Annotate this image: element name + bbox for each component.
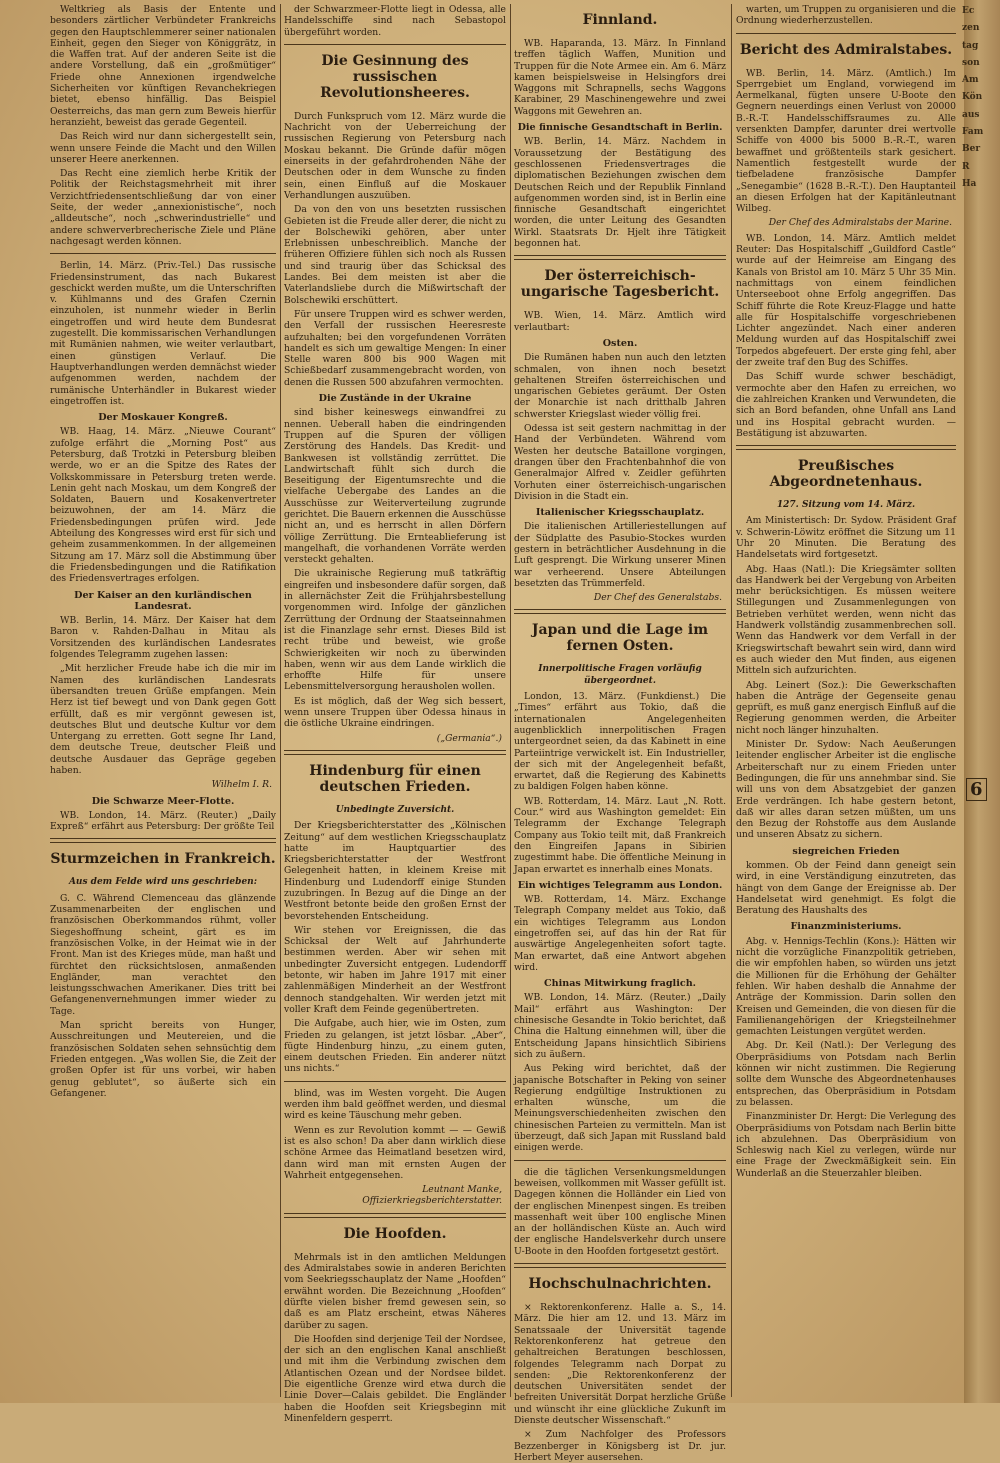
paragraph: Odessa ist seit gestern nachmittag in der Hand der Verbündeten. Während vom Westen her deutsche Bataillone vorgingen, drangen über den Frachtenbahnhof die von Generalmajor Alfred v. Zeidler geführten Vorhuten einer österreichisch-ungarischen Division in die Stadt ein.: [514, 423, 726, 502]
paragraph: WB. Berlin, 14. März. (Amtlich.) Im Sperrgebiet um England, vorwiegend im Aermelkanal, fügten unsere U-Boote den Gegnern neuerdings einen Verlust von 20000 B.-R.-T. Handelsschiffsraumes zu. Alle versenkten Dampfer, darunter drei wertvolle Schiffe von 4000 bis 5000 B.-R.-T., waren bewaffnet und größtenteils stark gesichert. Namentlich festgestellt wurde der tiefbeladene französische Dampfer „Senegambie“ (1628 B.-R.-T.). Den Hauptanteil an diesen Erfolgen hat der Kapitänleutnant Wilbeg.: [736, 67, 956, 215]
paragraph: Die italienischen Artilleriestellungen auf der Südplatte des Pasubio-Stockes wurden gestern in beträchtlicher Ausdehnung in die Luft gesprengt. Die Wirkung unserer Minen war verheerend. Unsere Abteilungen besetzten das Trümmerfeld.: [514, 521, 726, 589]
fragment-line: Ec: [962, 6, 975, 16]
fragment-line: tag: [962, 40, 979, 51]
article-headline: Die Gesinnung des russischen Revolutionsheeres.: [320, 52, 470, 101]
section-heading: Italienischer Kriegsschauplatz.: [535, 507, 705, 519]
divider: [736, 445, 956, 450]
fragment-line: son: [962, 57, 980, 68]
paragraph: WB. Haparanda, 13. März. In Finnland treffen täglich Waffen, Munition und Truppen für die Note Armee ein. Am 6. März kamen beispielsweise in Helsingfors drei Waggons mit Schrapnells, sechs Waggons Karabiner, 29 Maschinengewehre und zwei Waggons mit Gewehren an.: [514, 38, 726, 117]
adjacent-page-fragment: [962, 6, 996, 1397]
divider: [514, 609, 726, 614]
signature: Leutnant Manke, Offizierkriegsberichterstatter.: [362, 1184, 502, 1207]
section-heading: Die Zustände in der Ukraine: [318, 393, 472, 405]
column-1: [50, 4, 276, 1397]
article-headline: Bericht des Admiralstabes.: [739, 41, 953, 58]
paragraph: Finanzminister Dr. Hergt: Die Verlegung des Oberpräsidiums von Potsdam nach Berlin bitte ich abzulehnen. Das Oberpräsidium von Schleswig nach Kiel zu verlegen, würde nur eine Frage der Zweckmäßigkeit sein. Ein Wunderlaß an die Steuerzahler bleiben.: [736, 1111, 956, 1179]
paragraph: Da von den von uns besetzten russischen Gebieten ist die Freude aller derer, die nicht zu der Bolschewiki gehören, aber unter Erlebnissen unbeschreiblich. Manche der früheren Offiziere fühlen sich noch als Russen und sind traurig über das Schicksal des Landes. Bei dem meisten ist aber die Vaterlandsliebe durch die Mißwirtschaft der Bolschewiki erschüttert.: [284, 204, 506, 306]
fragment-line: Ber: [962, 144, 981, 155]
fragment-line: R: [962, 161, 970, 172]
paragraph: WB. Berlin, 14. März. Der Kaiser hat dem Baron v. Rahden-Dalhau in Mitau als Vorsitzenden des kurländischen Landesrates folgendes Telegramm zugehen lassen:: [50, 615, 276, 661]
divider: [284, 44, 506, 45]
paragraph: der Schwarzmeer-Flotte liegt in Odessa, alle Handelsschiffe sind nach Sebastopol übergeführt worden.: [284, 4, 506, 38]
article-subheading: Innerpolitische Fragen vorläufig übergeordnet.: [538, 664, 702, 686]
article-headline: Japan und die Lage im fernen Osten.: [531, 622, 709, 655]
paragraph: Die Hoofden sind derjenige Teil der Nordsee, der sich an den englischen Kanal anschließt und mit ihm die Verbindung zwischen dem Atlantischen Ozean und der Nordsee bildet. Die eigentliche Grenze wird etwa durch die Linie Dover—Calais gebildet. Die Engländer haben die Hoofden seit Kriegsbeginn mit Minenfeldern gesperrt.: [284, 1333, 506, 1424]
paragraph: Die Rumänen haben nun auch den letzten schmalen, von ihnen noch besetzt gehaltenen Streifen österreichischen und ungarischen Gebietes geräumt. Der Osten der Monarchie ist nach dritthalb Jahren schwerster Kriegslast wieder völlig frei.: [514, 352, 726, 420]
paragraph: Das Schiff wurde schwer beschädigt, vermochte aber den Hafen zu erreichen, wo die zahlreichen Kranken und Verwundeten, die sich an Bord befanden, ohne Unfall ans Land und ins Hospital gebracht wurden. — Bestätigung ist abzuwarten.: [736, 371, 956, 439]
paragraph: WB. Wien, 14. März. Amtlich wird verlautbart:: [514, 310, 726, 333]
article-headline: Hochschulnachrichten.: [528, 1276, 712, 1293]
paragraph: Das Reich wird nur dann sichergestellt sein, wenn unsere Feinde die Macht und den Willen unserer Heere anerkennen.: [50, 131, 276, 165]
article-headline: Hindenburg für einen deutschen Frieden.: [309, 762, 481, 795]
paragraph: Abg. Leinert (Soz.): Die Gewerkschaften haben die Anträge der Gegenseite genau geprüft, es muß ganz energisch Einfluß auf die Regierung genommen werden, die Arbeiter nicht noch länger hinzuhalten.: [736, 679, 956, 736]
paragraph: WB. London, 14. März. (Reuter.) „Daily Mail“ erfährt aus Washington: Der chinesische Gesandte in Tokio berichtet, daß China die Haltung einnehmen will, über die Entscheidung Japans hinsichtlich Sibiriens sich zu äußern.: [514, 992, 726, 1060]
paragraph: Weltkrieg als Basis der Entente und besonders zärtlicher Verbündeter Frankreichs gegen den Hauptschlemmerer seiner nationalen Einheit, gegen den Sieger von Königgrätz, in die Waffen trat. Auf der anderen Seite ist die andere Vorstellung, daß ein „großmütiger“ Friede ohne Annexionen irgendwelche Sicherheiten vor künftigen Revanchekriegen bietet, ebenso hinfällig. Das Beispiel Oesterreichs, das man gern zum Beweis hierfür heranzieht, beweist das gerade Gegenteil.: [50, 4, 276, 128]
article-subheading: 127. Sitzung vom 14. März.: [776, 500, 916, 511]
section-heading: Die finnische Gesandtschaft in Berlin.: [517, 122, 723, 134]
paragraph: Mehrmals ist in den amtlichen Meldungen des Admiralstabes sowie in anderen Berichten vom Seekriegsschauplatz der Name „Hoofden“ erwähnt worden. Die Bezeichnung „Hoofden“ dürfte vielen bisher fremd gewesen sein, so daß es am Platz erscheint, etwas Näheres darüber zu sagen.: [284, 1251, 506, 1331]
divider: [514, 1160, 726, 1161]
fragment-line: zen: [962, 23, 980, 34]
section-heading: Der Kaiser an den kurländischen Landesrat.: [74, 589, 252, 612]
section-heading: Osten.: [602, 337, 638, 349]
article-headline: Preußisches Abgeordnetenhaus.: [769, 458, 923, 491]
divider: [284, 750, 506, 755]
paragraph: Das Recht eine ziemlich herbe Kritik der Politik der Reichstagsmehrheit mit ihrer Verzichtfriedensentschließung dar von einer Seite, der weder „annexionistische“, noch „alldeutsche“, noch „schwerindustrielle“ und andere schwerverbrecherische Ziele und Pläne nachgesagt werden können.: [50, 168, 276, 247]
paragraph: Abg. Dr. Keil (Natl.): Der Verlegung des Oberpräsidiums von Potsdam nach Berlin können wir nicht zustimmen. Die Regierung sollte dem Wunsche des Abgeordnetenhauses entsprechen, das Oberpräsidium in Potsdam zu belassen.: [736, 1040, 956, 1108]
paragraph: sind bisher keineswegs einwandfrei zu nennen. Ueberall haben die eindringenden Truppen auf die Spuren der völligen Zerstörung des Handels. Das Kredit- und Bankwesen ist vollständig zerrüttet. Die Landwirtschaft fühlt sich durch die Beseitigung der Eigentumsrechte und die vielfache Uebergabe des Landes an die Ausschüsse zur Weiterverteilung zugrunde gerichtet. Die Bauern erkennen die Ausschüsse nicht an, und es herrscht in allen Dörfern völlige Zerrüttung. Die Ernteablieferung ist mangelhaft, die vorhandenen Vorräte werden versteckt gehalten.: [284, 407, 506, 566]
paragraph: WB. Rotterdam, 14. März. Exchange Telegraph Company meldet aus Tokio, daß ein wichtiges Telegramm aus London eingetroffen sei, auf das hin der Rat für auswärtige Angelegenheiten sofort tagte. Man erwartet, daß eine Antwort abgehen wird.: [514, 894, 726, 973]
section-heading: Finanzministeriums.: [790, 921, 902, 933]
paragraph: × Rektorenkonferenz. Halle a. S., 14. März. Die hier am 12. und 13. März im Senatssaale der Universität tagende Rektorenkonferenz hat getreue den gehaltreichen Beratungen beschlossen, folgendes Telegramm nach Dorpat zu senden: „Die Rektorenkonferenz der deutschen Universitäten sendet der befreiten Universität Dorpat herzliche Grüße und wünscht ihr eine glückliche Zukunft im Dienste deutscher Wissenschaft.“: [514, 1302, 726, 1426]
column-4: [736, 4, 956, 1397]
section-heading: Ein wichtiges Telegramm aus London.: [517, 879, 723, 891]
paragraph: Aus Peking wird berichtet, daß der japanische Botschafter in Peking von seiner Regierung endgültige Instruktionen zu erhalten wünsche, um die Meinungsverschiedenheiten zwischen den chinesischen Parteien zu vermitteln. Man ist überzeugt, daß sich Japan mit Russland bald einigen werde.: [514, 1063, 726, 1154]
section-heading: Die Schwarze Meer-Flotte.: [91, 795, 235, 807]
article-headline: Finnland.: [582, 12, 658, 28]
fragment-line: Kön: [962, 92, 983, 103]
paragraph: WB. Berlin, 14. März. Nachdem in Voraussetzung der Bestätigung des geschlossenen Friedensvertrages die diplomatischen Beziehungen zwischen dem Deutschen Reich und der Republik Finnland aufgenommen worden sind, ist in Berlin eine finnische Gesandtschaft eingerichtet worden, die unter Leitung des Gesandten Wirkl. Staatsrats Dr. Hjelt ihre Tätigkeit begonnen hat.: [514, 136, 726, 250]
paragraph: Man spricht bereits von Hunger, Ausschreitungen und Meutereien, und die französischen Soldaten sehen sehnsüchtig dem Frieden entgegen. „Was wollen Sie, die Zeit der großen Opfer ist für uns vorbei, wir haben genug geblutet“, so äußerte sich ein Gefangener.: [50, 1020, 276, 1099]
paragraph: Wir stehen vor Ereignissen, die das Schicksal der Welt auf Jahrhunderte bestimmen werden. Aber wir sehen mit unbedingter Zuversicht entgegen. Ludendorff betonte, wir haben im Jahre 1917 mit einer zahlenmäßigen Minderheit an der Westfront dennoch standgehalten. Wir werden jetzt mit voller Kraft dem Feinde gegenübertreten.: [284, 924, 506, 1015]
paragraph: G. C. Während Clemenceau das glänzende Zusammenarbeiten der englischen und französischen Oberkommandos rühmt, voller Siegeshoffnung scheint, gärt es im französischen Volke, in der Heimat wie in der Front. Man ist des Krieges müde, man haßt und fürchtet den rücksichtslosen, anmaßenden Engländer, man verachtet den leistungsschwachen Amerikaner. Dies tritt bei Gefangenenvernehmungen immer wieder zu Tage.: [50, 892, 276, 1017]
paragraph: Die ukrainische Regierung muß tatkräftig eingreifen und insbesondere dafür sorgen, daß in allernächster Zeit die Frühjahrsbestellung vorgenommen wird. Infolge der gänzlichen Zerrüttung der Ordnung der Staatseinnahmen ist die Finanzlage sehr ernst. Dieses Bild ist recht trübe und beweist, wie große Schwierigkeiten wir noch zu überwinden haben, wenn wir aus dem Lande wirklich die erhoffte Hilfe für unsere Lebensmittelversorgung herausholen wollen.: [284, 568, 506, 693]
column-rule: [731, 4, 732, 1397]
article-subheading: Aus dem Felde wird uns geschrieben:: [68, 877, 258, 888]
divider: [284, 1213, 506, 1218]
paragraph: Minister Dr. Sydow: Nach Aeußerungen leitender englischer Arbeiter ist die englische Arbeiterschaft nur zu einem Frieden unter Bedingungen, die für uns annehmbar sind. Sie will uns von dem Absatzgebiet der ganzen Erde verdrängen. Ich habe gestern betont, daß wir alles daran setzen müßten, um uns den Bezug der Rohstoffe aus dem Auslande und unseren Absatz zu sichern.: [736, 739, 956, 841]
fragment-line: Ha: [962, 178, 977, 189]
article-headline: Die Hoofden.: [343, 1225, 447, 1242]
article-subheading: Unbedingte Zuversicht.: [335, 804, 455, 815]
paragraph: Für unsere Truppen wird es schwer werden, den Verfall der russischen Heeresreste aufzuhalten; bei den vorgefundenen Vorräten handelt es sich um gewaltige Mengen: In einer Stelle waren 800 bis 900 Wagen mit Schießbedarf zusammengebracht worden, von denen die Russen 500 abzufahren vermochten.: [284, 308, 506, 388]
paragraph: Am Ministertisch: Dr. Sydow. Präsident Graf v. Schwerin-Löwitz eröffnet die Sitzung um 11 Uhr 20 Minuten. Die Beratung des Handelsetats wird fortgesetzt.: [736, 515, 956, 561]
paragraph: „Mit herzlicher Freude habe ich die mir im Namen des kurländischen Landesrats übersandten treuen Grüße empfangen. Mein Herz ist tief bewegt und von Dank gegen Gott erfüllt, daß es mir vergönnt gewesen ist, deutsches Blut und deutsche Kultur vor dem Untergang zu erretten. Gott segne Ihr Land, dem deutsche Treue, deutscher Fleiß und deutsche Ausdauer das Gepräge gegeben haben.: [50, 663, 276, 776]
paragraph: Wenn es zur Revolution kommt — — Gewiß ist es also schon! Da aber dann wirklich diese schöne Armee das Heimatland besetzen wird, dann wird man mit ernsten Augen der Wahrheit entgegensehen.: [284, 1124, 506, 1181]
paragraph: × Zum Nachfolger des Professors Bezzenberger in Königsberg ist Dr. jur. Herbert Meyer ausersehen.: [514, 1429, 726, 1463]
paragraph: WB. London, 14. März. Amtlich meldet Reuter: Das Hospitalschiff „Guildford Castle“ wurde auf der Heimreise am Eingang des Kanals von Bristol am 10. März 5 Uhr 35 Min. nachmittags von einem feindlichen Unterseeboot ohne Erfolg angegriffen. Das Schiff führte die Rote Kreuz-Flagge und hatte alle für Hospitalschiffe vorgeschriebenen Lichter angezündet. Nach einer anderen Meldung wurden auf das Hospitalschiff zwei Torpedos abgefeuert. Der erste ging fehl, aber der zweite traf den Bug des Schiffes.: [736, 232, 956, 369]
section-heading: siegreichen Frieden: [792, 845, 900, 857]
paragraph: Abg. Haas (Natl.): Die Kriegsämter sollten das Handwerk bei der Vergebung von Arbeiten mehr berücksichtigen. Es müssen weitere Stillegungen und Zusammenlegungen von Betrieben verhütet werden, wenn nicht das Handwerk vollständig zusammenbrechen soll. Wenn das Handwerk vor dem Verfall in der Kriegswirtschaft bewahrt sein wird, dann wird es auch wieder den Mut finden, aus eigenen Mitteln sich aufzurichten.: [736, 563, 956, 677]
paragraph: blind, was im Westen vorgeht. Die Augen werden ihm bald geöffnet werden, und diesmal wird es keine Täuschung mehr geben.: [284, 1087, 506, 1122]
divider: [284, 1081, 506, 1082]
article-headline: Sturmzeichen in Frankreich.: [50, 851, 276, 868]
section-heading: Der Moskauer Kongreß.: [98, 412, 228, 424]
paragraph: WB. London, 14. März. (Reuter.) „Daily Expreß“ erfährt aus Petersburg: Der größte Teil: [50, 809, 276, 833]
paragraph: warten, um Truppen zu organisieren und die Ordnung wiederherzustellen.: [736, 4, 956, 27]
section-heading: Chinas Mitwirkung fraglich.: [543, 978, 697, 990]
divider: [514, 255, 726, 260]
column-2: [284, 4, 506, 1424]
fragment-line: Fam: [962, 127, 984, 138]
article-headline: Der österreichisch-ungarische Tagesbericht.: [520, 268, 720, 301]
divider: [50, 838, 276, 843]
paragraph: Berlin, 14. März. (Priv.-Tel.) Das russische Friedensinstrument, das nach Bukarest geschickt werden mußte, um die Unterschriften v. Kühlmanns und des Grafen Czernin einzuholen, ist nunmehr wieder in Berlin eingetroffen und wird heute dem Bundesrat zugestellt. Die kommissarischen Verhandlungen mit Rumänien nahmen, wie weiter verlautbart, einen günstigen Verlauf. Die Hauptverhandlungen werden demnächst wieder aufgenommen werden, nachdem der rumänische Unterhändler in Bukarest wieder eingetroffen ist.: [50, 260, 276, 407]
divider: [50, 253, 276, 254]
signature: Der Chef des Admiralstabs der Marine.: [768, 217, 952, 229]
paragraph: WB. Rotterdam, 14. März. Laut „N. Rott. Cour.“ wird aus Washington gemeldet: Ein Telegramm der Exchange Telegraph Company aus Tokio teilt mit, daß Frankreich den Eingreifen Japans in Sibirien zugestimmt habe. Die öffentliche Meinung in Japan erwartet es innerhalb eines Monats.: [514, 795, 726, 875]
fragment-line: aus: [962, 109, 980, 120]
column-rule: [280, 4, 281, 1397]
paragraph: Abg. v. Hennigs-Techlin (Kons.): Hätten wir nicht die vorzügliche Finanzpolitik getrieben, die wir empfohlen haben, so würden uns jetzt die Millionen für die Erhöhung der Gehälter fehlen. Wir haben deshalb die Annahme der Anträge der Kommission. Darin sollen den Kreisen und Gemeinden, die von diesen für die Familienangehörigen der Kriegsteilnehmer gemachten Leistungen vergütet werden.: [736, 935, 956, 1038]
column-3: [514, 4, 726, 1463]
paragraph: Die Aufgabe, auch hier, wie im Osten, zum Frieden zu gelangen, ist jetzt lösbar. „Aber“, fügte Hindenburg hinzu, „zu einem guten, einem deutschen Frieden. Ein anderer nützt uns nichts.“: [284, 1018, 506, 1075]
paragraph: kommen. Ob der Feind dann geneigt sein wird, in eine Verständigung einzutreten, das hängt von dem Gange der Ereignisse ab. Der Handelsetat wird genehmigt. Es folgt die Beratung des Haushalts des: [736, 860, 956, 917]
paragraph: WB. Haag, 14. März. „Nieuwe Courant“ zufolge erfährt die „Morning Post“ aus Petersburg, daß Trotzki in Petersburg bleiben werde, wo er an die Spitze des Rates der Volkskommissare in Petersburg treten werde. Lenin geht nach Moskau, um dem Kongreß der Soldaten, Bauern und Kosakenvertreter beizuwohnen, der am 14. März die Friedensbedingungen prüfen wird. Jede Abteilung des Kongresses wird erst für sich und geheim zusammenkommen. In der allgemeinen Sitzung am 17. März soll die Abstimmung über die Friedensbedingungen und die Ratifikation des Friedensvertrages erfolgen.: [50, 426, 276, 585]
paragraph: London, 13. März. (Funkdienst.) Die „Times“ erfährt aus Tokio, daß die internationalen Angelegenheiten augenblicklich innerpolitischen Fragen untergeordnet seien, da das Kabinett in eine Parteiintrige verwickelt ist. Ein Industrieller, der sich mit der Angelegenheit befaßt, erwartet, daß die Regierung des Kabinetts zu baldigen Folgen haben könne.: [514, 691, 726, 793]
paragraph: Es ist möglich, daß der Weg sich bessert, wenn unsere Truppen über Odessa hinaus in die östliche Ukraine eindringen.: [284, 695, 506, 730]
column-rule: [510, 4, 511, 1397]
paragraph: Der Kriegsberichterstatter des „Kölnischen Zeitung“ auf dem westlichen Kriegsschauplatz hatte im Hauptquartier des Kriegsberichterstatter der Westfront Gelegenheit hatten, in kleinem Kreise mit Hindenburg und Ludendorff einige Stunden zuzubringen. In Bezug auf die Dinge an der Westfront betonte beide den großen Ernst der bevorstehenden Entscheidung.: [284, 820, 506, 922]
fragment-number-box: 6: [966, 778, 987, 801]
paragraph: die die täglichen Versenkungsmeldungen beweisen, vollkommen mit Wasser gefüllt ist. Dagegen können die Holländer ein Lied von der englischen Minenpest singen. Es treiben massenhaft weit über 100 englische Minen an der holländischen Küste an. Auch wird der englische Handelsverkehr durch unsere U-Boote in den Hoofden fortgesetzt gestört.: [514, 1166, 726, 1257]
divider: [736, 33, 956, 34]
source-credit: („Germania“.): [436, 732, 502, 744]
paragraph: Durch Funkspruch vom 12. März wurde die Nachricht von der Ueberreichung der russischen Regierung von Petersburg nach Moskau bekannt. Die Gründe dafür mögen einerseits in der gefahrdrohenden Nähe der Deutschen oder in dem Wunsche zu finden sein, einen Einfluß auf die Moskauer Verhandlungen auszuüben.: [284, 110, 506, 201]
signature: Wilhelm I. R.: [211, 779, 272, 791]
divider: [514, 1263, 726, 1268]
fragment-line: Am: [962, 75, 979, 86]
signature: Der Chef des Generalstabs.: [593, 592, 722, 604]
